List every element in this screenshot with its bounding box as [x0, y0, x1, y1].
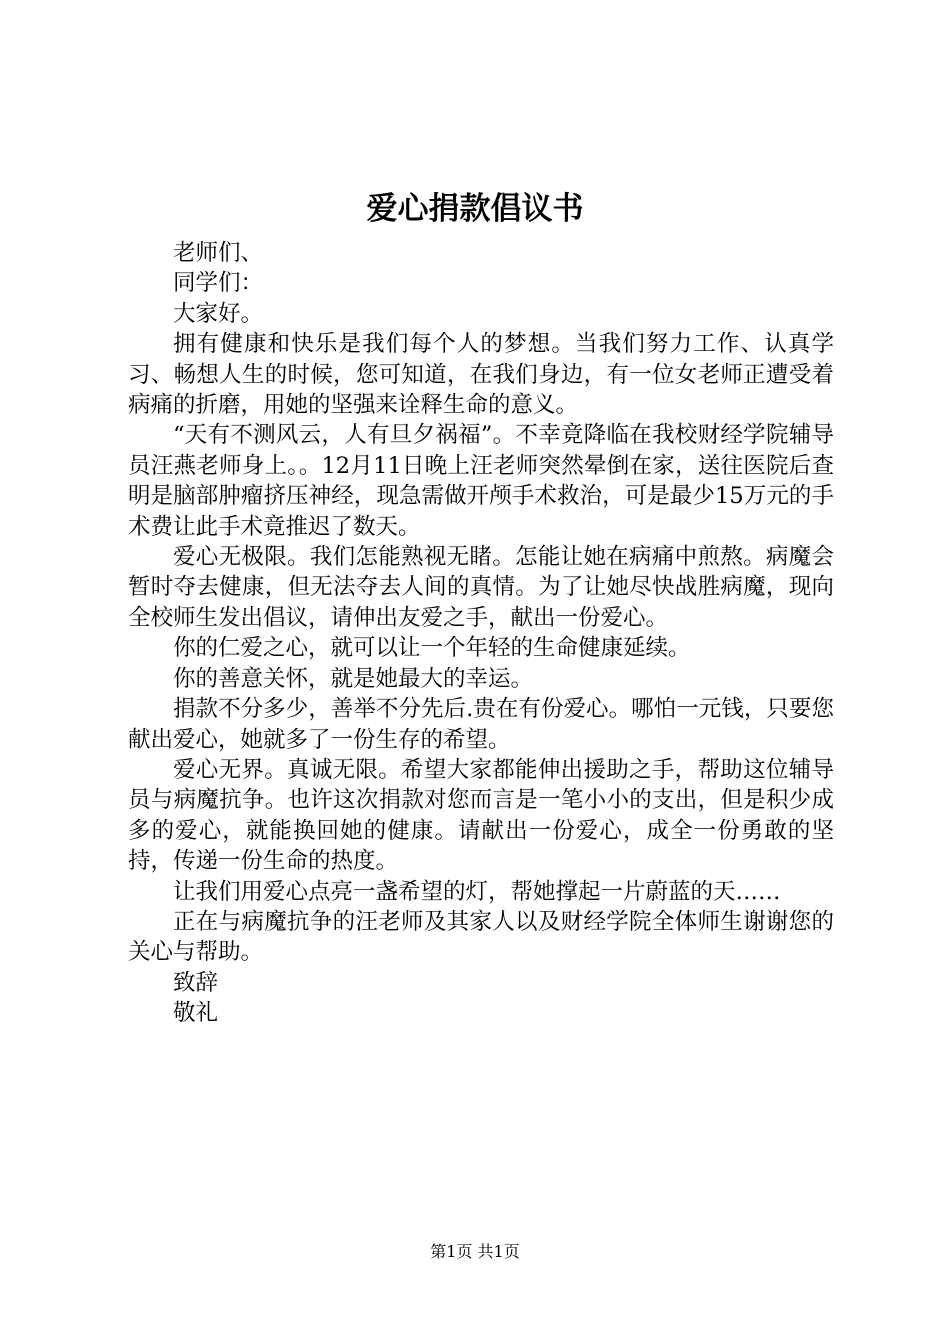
document-title: 爱心捐款倡议书 [366, 191, 584, 227]
paragraph-kindness: 你的仁爱之心，就可以让一个年轻的生命健康延续。 [173, 635, 691, 662]
salutation-teachers: 老师们、 [173, 240, 264, 266]
closing-salute: 敬礼 [173, 1000, 219, 1027]
paragraph-intro: 拥有健康和快乐是我们每个人的梦想。当我们努力工作、认真学习、畅想人生的时候，您可知道，在我们身边，有一位女老师正遭受着病痛的折磨，用她的坚强来诠释生命的意义。 [128, 331, 834, 419]
paragraph-boundless-love: 爱心无界。真诚无限。希望大家都能伸出援助之手，帮助这位辅导员与病魔抗争。也许这次捐款对您而言是一笔小小的支出，但是积少成多的爱心，就能换回她的健康。请献出一份爱心，成全一份勇敢的坚持，传递一份生命的热度。 [128, 756, 834, 875]
salutation-students: 同学们： [173, 270, 264, 297]
closing-remarks: 致辞 [173, 969, 219, 996]
page-number: 第1页 共1页 [430, 1242, 520, 1261]
document-body [128, 238, 834, 1029]
greeting: 大家好。 [173, 300, 264, 327]
paragraph-situation: “天有不测风云，人有旦夕祸福”。不幸竟降临在我校财经学院辅导员汪燕老师身上。。12月11日晚上汪老师突然晕倒在家，送往医院后查明是脑部肿瘤挤压神经，现急需做开颅手术救治，可是最少15万元的手术费让此手术竟推迟了数天。 [128, 422, 834, 540]
paragraph-appeal: 爱心无极限。我们怎能熟视无睹。怎能让她在病痛中煎熬。病魔会暂时夺去健康，但无法夺去人间的真情。为了让她尽快战胜病魔，现向全校师生发出倡议，请伸出友爱之手，献出一份爱心。 [128, 544, 834, 631]
paragraph-care: 你的善意关怀，就是她最大的幸运。 [173, 665, 534, 692]
paragraph-donation: 捐款不分多少，善举不分先后.贵在有份爱心。哪怕一元钱，只要您献出爱心，她就多了一份生存的希望。 [128, 696, 834, 753]
paragraph-thanks: 正在与病魔抗争的汪老师及其家人以及财经学院全体师生谢谢您的关心与帮助。 [128, 908, 834, 966]
paragraph-hope: 让我们用爱心点亮一盏希望的灯，帮她撑起一片蔚蓝的天…… [173, 878, 781, 905]
